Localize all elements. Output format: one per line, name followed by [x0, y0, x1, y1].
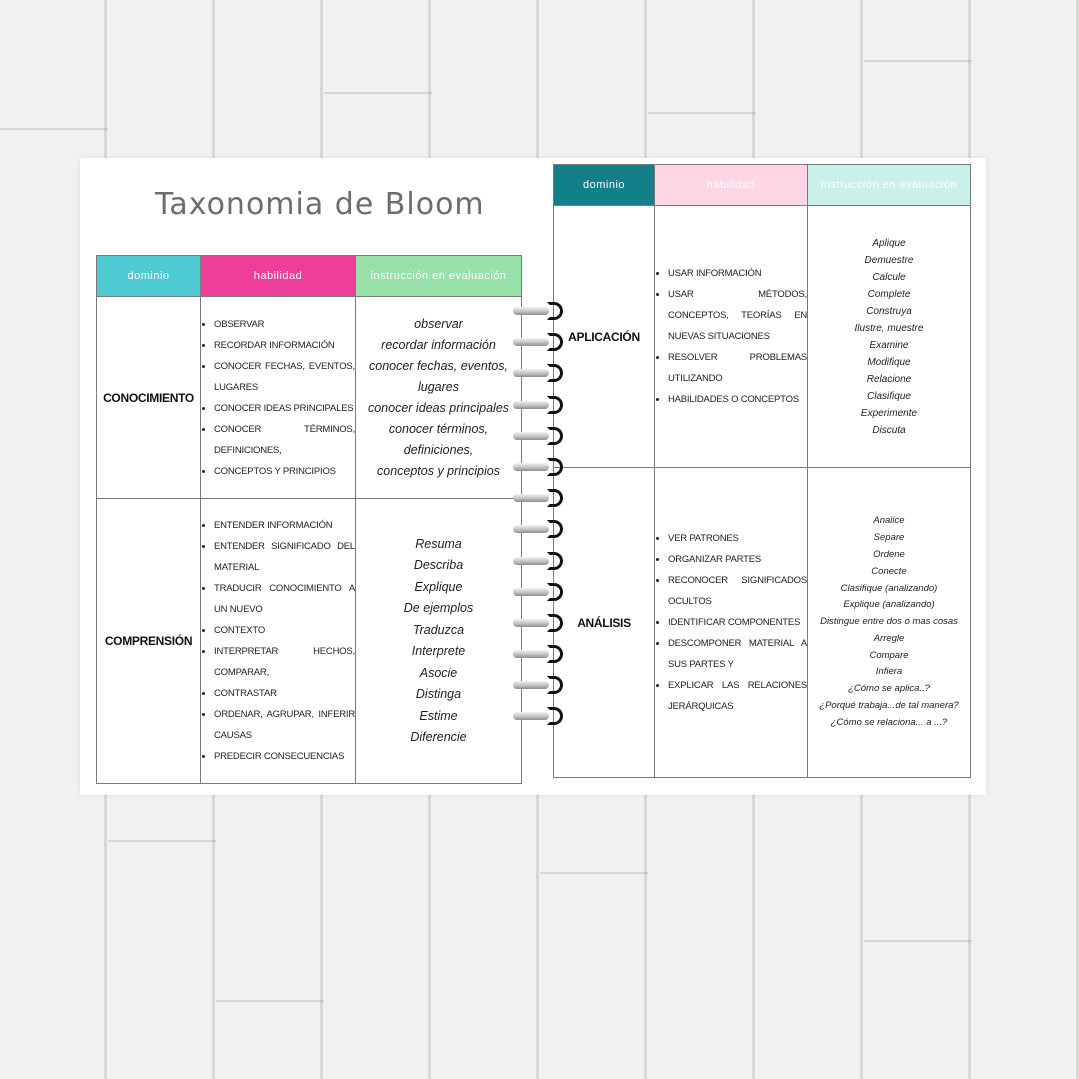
instruction-item: Relacione: [866, 373, 912, 385]
instruction-item: observar: [414, 316, 463, 331]
header-dominio: dominio: [554, 165, 655, 206]
binder-ring-icon: [513, 302, 565, 320]
instruction-item: conceptos y principios: [377, 463, 500, 478]
instruction-item: Ordene: [873, 548, 905, 560]
instruction-item: Aplique: [872, 237, 906, 249]
instruction-item: ¿Cómo se relaciona... a ...?: [830, 716, 948, 728]
instruction-item: Resuma: [415, 536, 462, 551]
instruction-item: Examine: [869, 339, 909, 351]
skill-item: • CONCEPTOS Y PRINCIPIOS: [214, 461, 355, 482]
skills-cell: [655, 206, 808, 468]
instruction-item: Explique (analizando): [843, 599, 935, 611]
instruction-item: Arregle: [873, 632, 905, 644]
bloom-table-left: [96, 255, 522, 784]
binder-ring-icon: [513, 676, 565, 694]
binder-ring-icon: [513, 333, 565, 351]
instruction-item: Calcule: [872, 271, 906, 283]
instruction-item: Ilustre, muestre: [854, 322, 924, 334]
skill-item: • TRADUCIR CONOCIMIENTO A UN NUEVO: [214, 578, 355, 620]
skill-item: • RESOLVER PROBLEMAS UTILIZANDO: [668, 347, 807, 389]
instruction-item: conocer términos,: [388, 421, 489, 436]
instruction-item: Conecte: [871, 565, 907, 577]
skill-item: • USAR MÉTODOS, CONCEPTOS, TEORÍAS EN NUEVAS SITUACIONES: [668, 284, 807, 347]
skill-item: • VER PATRONES: [668, 528, 807, 549]
skills-cell: [201, 297, 356, 499]
instruction-item: Analice: [873, 515, 905, 527]
instruction-item: Experimente: [860, 407, 918, 419]
domain-cell: COMPRENSIÓN: [97, 499, 201, 784]
binder-ring-icon: [513, 552, 565, 570]
header-instruccion: instrucción en evaluación: [356, 256, 522, 297]
domain-cell: ANÁLISIS: [554, 468, 655, 778]
table-row: [554, 468, 971, 778]
plank-seam: [216, 1000, 324, 1002]
skill-item: • CONOCER TÉRMINOS, DEFINICIONES,: [214, 419, 355, 461]
skill-item: • ENTENDER INFORMACIÓN: [214, 515, 355, 536]
skill-item: • DESCOMPONER MATERIAL A SUS PARTES Y: [668, 633, 807, 675]
skill-item: • RECONOCER SIGNIFICADOS OCULTOS: [668, 570, 807, 612]
domain-cell: CONOCIMIENTO: [97, 297, 201, 499]
instruction-item: conocer fechas, eventos,: [369, 358, 508, 373]
instruction-item: lugares: [418, 379, 459, 394]
skill-item: • ORGANIZAR PARTES: [668, 549, 807, 570]
skill-item: • OBSERVAR: [214, 314, 355, 335]
instruction-item: Interprete: [411, 644, 466, 658]
instruction-item: Distingue entre dos o mas cosas: [820, 616, 958, 628]
binder-ring-icon: [513, 583, 565, 601]
instruction-item: Describa: [413, 558, 464, 572]
instruction-item: recordar información: [381, 337, 496, 352]
instruction-item: Asocie: [419, 665, 458, 680]
skills-cell: [201, 499, 356, 784]
skill-item: • USAR INFORMACIÓN: [668, 263, 807, 284]
instruction-item: ¿Porqué trabaja...de tal manera?: [819, 700, 959, 712]
instruction-item: Clasifique (analizando): [840, 582, 938, 594]
instruction-item: Explique: [414, 579, 463, 594]
instruction-item: Separe: [873, 532, 905, 544]
skill-item: • RECORDAR INFORMACIÓN: [214, 335, 355, 356]
plank-seam: [0, 128, 108, 130]
instructions-cell: [808, 468, 971, 778]
header-dominio: dominio: [97, 256, 201, 297]
binder-ring-icon: [513, 645, 565, 663]
instructions-cell: [356, 297, 522, 499]
table-row: [97, 297, 522, 499]
instruction-item: Diferencie: [410, 730, 467, 744]
skill-item: • IDENTIFICAR COMPONENTES: [668, 612, 807, 633]
binder-ring-icon: [513, 396, 565, 414]
binder-ring-icon: [513, 520, 565, 538]
instruction-item: ¿Cómo se aplica..?: [848, 683, 930, 695]
binder-ring-icon: [513, 364, 565, 382]
skill-item: • CONTEXTO: [214, 620, 355, 641]
instruction-item: definiciones,: [403, 442, 474, 457]
instruction-item: Compare: [869, 649, 909, 661]
skill-item: • HABILIDADES O CONCEPTOS: [668, 389, 807, 410]
plank-seam: [864, 940, 972, 942]
binder-ring-icon: [513, 458, 565, 476]
instruction-item: Modifique: [867, 356, 911, 368]
instruction-item: Demuestre: [864, 254, 914, 266]
instruction-item: Clasifique: [867, 390, 911, 402]
instruction-item: De ejemplos: [403, 601, 474, 615]
binder-ring-icon: [513, 707, 565, 725]
page-title: Taxonomia de Bloom: [155, 187, 485, 222]
plank-seam: [108, 840, 216, 842]
skill-item: • EXPLICAR LAS RELACIONES JERÁRQUICAS: [668, 675, 807, 717]
skill-item: • CONOCER FECHAS, EVENTOS, LUGARES: [214, 356, 355, 398]
bloom-table-right: [553, 164, 971, 778]
skill-item: • ORDENAR, AGRUPAR, INFERIR CAUSAS: [214, 704, 355, 746]
plank-seam: [324, 92, 432, 94]
skill-item: • CONOCER IDEAS PRINCIPALES: [214, 398, 355, 419]
table-row: [554, 206, 971, 468]
skills-cell: [655, 468, 808, 778]
instruction-item: Construya: [866, 305, 912, 317]
plank-seam: [540, 872, 648, 874]
instruction-item: Infiera: [875, 666, 903, 678]
header-instruccion: instrucción en evaluación: [808, 165, 971, 206]
instructions-cell: [808, 206, 971, 468]
instruction-item: Distinga: [415, 687, 462, 701]
instruction-item: Estime: [419, 708, 458, 723]
binder-ring-icon: [513, 427, 565, 445]
skill-item: • CONTRASTAR: [214, 683, 355, 704]
instructions-cell: [356, 499, 522, 784]
plank-seam: [648, 112, 756, 114]
plank-seam: [864, 60, 972, 62]
domain-cell: APLICACIÓN: [554, 206, 655, 468]
header-habilidad: habilidad: [655, 165, 808, 206]
binder-ring-icon: [513, 489, 565, 507]
table-row: [97, 499, 522, 784]
skill-item: • ENTENDER SIGNIFICADO DEL MATERIAL: [214, 536, 355, 578]
instruction-item: conocer ideas principales: [367, 400, 510, 415]
instruction-item: Discuta: [872, 424, 906, 436]
skill-item: • PREDECIR CONSECUENCIAS: [214, 746, 355, 767]
skill-item: • INTERPRETAR HECHOS, COMPARAR,: [214, 641, 355, 683]
instruction-item: Traduzca: [412, 622, 465, 637]
binder-ring-icon: [513, 614, 565, 632]
header-habilidad: habilidad: [201, 256, 356, 297]
instruction-item: Complete: [867, 288, 911, 300]
